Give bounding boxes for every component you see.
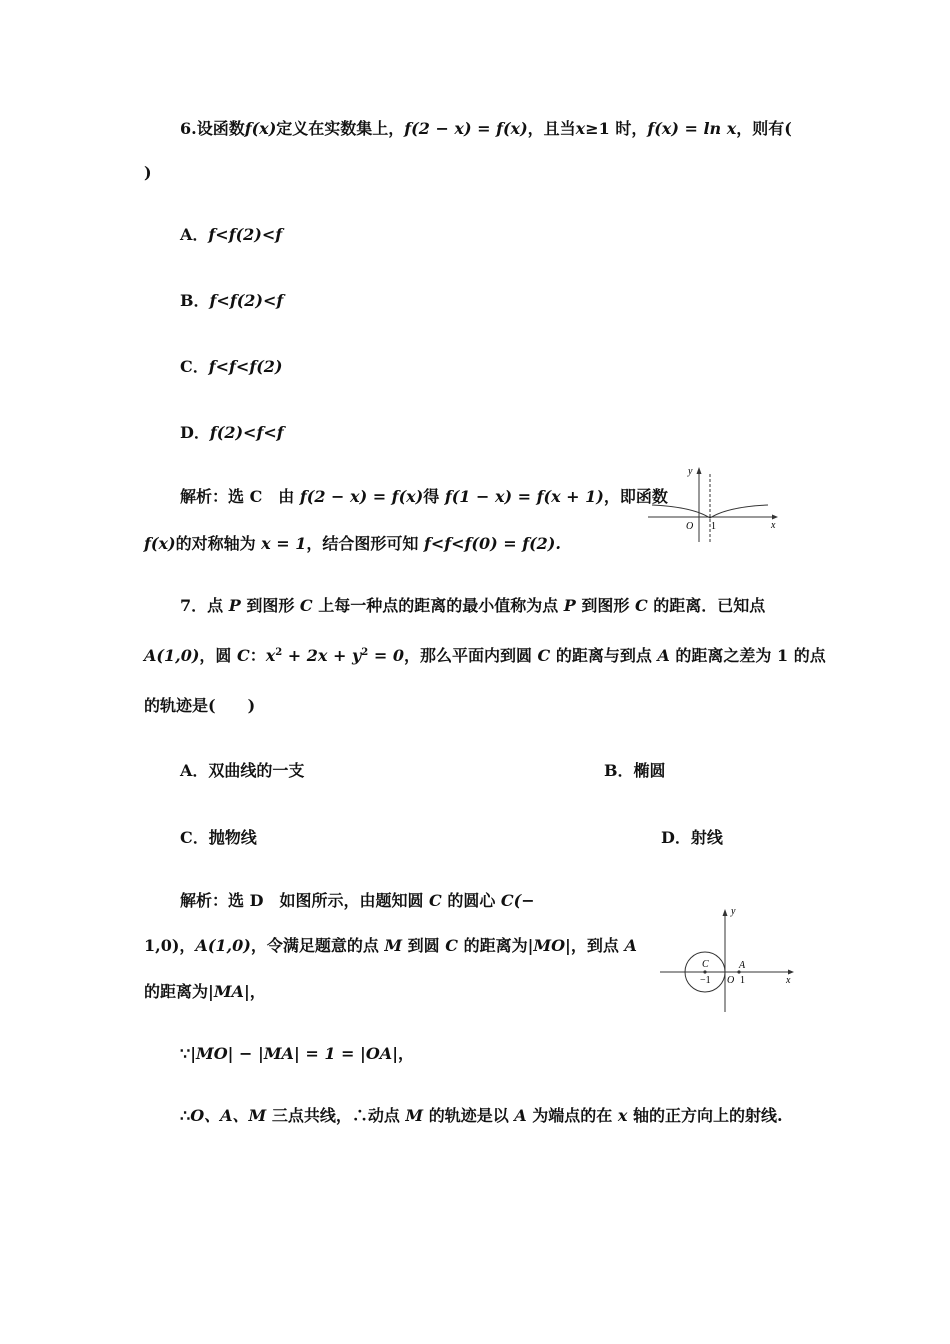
- q7-var: P: [228, 596, 241, 615]
- q6-x: x: [575, 119, 586, 138]
- x-axis-arrow-icon: [772, 515, 778, 520]
- q7-sol-text: 1,0)，: [144, 936, 196, 955]
- q6-option-d[interactable]: [180, 423, 284, 443]
- center-label-c: C: [702, 959, 709, 970]
- q7-stem-text: ：: [249, 646, 266, 665]
- x-label: x: [786, 975, 791, 986]
- option-label: D．: [180, 423, 210, 442]
- q7-option-a[interactable]: [180, 761, 304, 781]
- tick-label-1: 1: [711, 521, 716, 532]
- q7-sol-text: 到圆: [402, 936, 446, 955]
- q6-option-b[interactable]: [180, 291, 283, 311]
- q7-sol-text: 的距离为: [458, 936, 528, 955]
- q6-eq-ln: f(x) = ln x: [647, 119, 737, 138]
- option-label: A．: [180, 761, 209, 780]
- q6-sol-eq: f(2 − x) = f(x): [299, 487, 424, 506]
- option-label: C．: [180, 828, 209, 847]
- q7-var: C: [634, 596, 648, 615]
- q7-sol-text: 的圆心: [441, 891, 501, 910]
- q7-stem-text: 上每一种点的距离的最小值称为点: [312, 596, 564, 615]
- q6-sol-eq: f<f<f(0) = f(2).: [423, 534, 561, 553]
- x-axis-arrow-icon: [788, 970, 794, 975]
- q6-stem-text: 定义在实数集上，: [276, 119, 405, 138]
- q7-var: C: [445, 936, 458, 955]
- q7-sol-text: 的轨迹是以: [423, 1106, 515, 1125]
- q7-sol-eq: |MA|: [208, 982, 250, 1001]
- therefore-symbol: ∴: [180, 1106, 191, 1125]
- q6-stem-text: 6.设函数: [180, 119, 245, 138]
- q6-eq-sym: f(2 − x) = f(x): [404, 119, 528, 138]
- q7-sol-eq: |MO| − |MA| = 1 = |OA|: [190, 1044, 399, 1063]
- q7-eq: = 0: [368, 646, 404, 665]
- q6-sol-fx: f(x): [144, 534, 176, 553]
- q6-solution-line1: [180, 487, 668, 507]
- q7-sol-eq: O、A、M: [190, 1106, 267, 1125]
- q7-sol-text: 解析：选 D 如图所示，由题知圆: [180, 891, 430, 910]
- q7-eq: + 2x + y: [282, 646, 362, 665]
- q6-sol-text: 解析：选 C 由: [180, 487, 300, 506]
- because-symbol: ∵: [180, 1044, 191, 1063]
- q7-sol-text: 的距离为: [144, 982, 209, 1001]
- q7-stem-text: 的距离之差为 1 的点: [669, 646, 826, 665]
- q6-sol-eq: f(1 − x) = f(x + 1): [444, 487, 604, 506]
- q6-sol-text: 得: [423, 487, 445, 506]
- q7-var: C: [537, 646, 551, 665]
- point-label-a: A: [739, 960, 746, 971]
- origin-label: O: [686, 521, 694, 532]
- q6-solution-line2: [144, 534, 561, 554]
- tick-label-minus1: −1: [700, 975, 711, 986]
- q7-stem-text: 的距离与到点: [550, 646, 658, 665]
- option-text: f(2)<f<f: [209, 423, 284, 442]
- q7-option-b[interactable]: [604, 761, 666, 781]
- option-label: C．: [180, 357, 209, 376]
- q6-sol-text: ，结合图形可知: [306, 534, 424, 553]
- option-text: f<f<f(2): [208, 357, 283, 376]
- q7-solution-line3: [144, 982, 266, 1002]
- option-label: D．: [661, 828, 691, 847]
- q6-stem-text: ，则有(: [736, 119, 792, 138]
- q7-var: M: [405, 1106, 424, 1125]
- y-axis-arrow-icon: [697, 467, 702, 474]
- q7-var: P: [563, 596, 576, 615]
- option-text: 抛物线: [208, 828, 257, 847]
- q6-graph-figure: [644, 462, 784, 546]
- q6-sol-text: 的对称轴为: [175, 534, 262, 553]
- q7-var: C: [299, 596, 313, 615]
- q7-var: C: [236, 646, 250, 665]
- q7-stem-line3: 的轨迹是( ): [144, 696, 256, 715]
- q7-solution-line2: [144, 936, 637, 956]
- q7-sol-eq: A(1,0): [195, 936, 251, 955]
- q7-therefore-line: [180, 1106, 783, 1126]
- option-text: f<f(2)<f: [208, 225, 283, 244]
- y-label: y: [688, 466, 693, 477]
- q6-stem-line1: [180, 119, 792, 139]
- q6-stem-text: ，且当: [527, 119, 576, 138]
- y-label: y: [731, 906, 736, 917]
- y-axis-arrow-icon: [723, 909, 728, 916]
- option-text: 双曲线的一支: [208, 761, 305, 780]
- center-point-c: [703, 970, 706, 973]
- q7-stem-text: 的距离．已知点: [647, 596, 766, 615]
- q7-solution-line1: [180, 891, 535, 911]
- q7-sol-text: ，令满足题意的点: [250, 936, 385, 955]
- q7-var: A: [624, 936, 637, 955]
- q7-stem-text: ，那么平面内到圆: [403, 646, 538, 665]
- q6-fx: f(x): [244, 119, 277, 138]
- option-text: 椭圆: [633, 761, 666, 780]
- q6-option-c[interactable]: [180, 357, 282, 377]
- q7-point-a: A(1,0): [144, 646, 200, 665]
- q7-stem-text: ，圆: [199, 646, 237, 665]
- q7-sol-text: 轴的正方向上的射线.: [627, 1106, 783, 1125]
- q7-stem-text: 到图形: [240, 596, 300, 615]
- q7-superscript: 2: [275, 647, 283, 658]
- option-text: f<f(2)<f: [209, 291, 284, 310]
- q7-sol-text: ，: [249, 982, 266, 1001]
- q7-sol-text: 为端点的在: [526, 1106, 618, 1125]
- option-label: B．: [180, 291, 210, 310]
- q7-var: A: [514, 1106, 527, 1125]
- q6-stem-text: ≥1 时，: [585, 119, 648, 138]
- q7-sol-eq: C(−: [500, 891, 535, 910]
- q7-sol-text: ，到点: [570, 936, 625, 955]
- q7-var: x: [617, 1106, 628, 1125]
- q7-var: A: [657, 646, 670, 665]
- q7-stem-text: 7．点: [180, 596, 229, 615]
- option-label: A．: [180, 225, 209, 244]
- q7-superscript: 2: [361, 647, 369, 658]
- q6-sol-eq: x = 1: [261, 534, 307, 553]
- origin-label: O: [727, 975, 735, 986]
- q7-because-line: [180, 1044, 414, 1064]
- q6-sol-text: ，即函数: [603, 487, 668, 506]
- q7-option-d[interactable]: [661, 828, 723, 848]
- q7-sol-text: ，: [398, 1044, 415, 1063]
- q7-var: M: [384, 936, 403, 955]
- q7-circle-figure: [658, 902, 798, 1014]
- q6-stem-line2: ): [144, 163, 152, 182]
- q7-sol-text: 三点共线，∴动点: [266, 1106, 406, 1125]
- q7-var: C: [429, 891, 442, 910]
- q7-stem-line1: [180, 596, 765, 616]
- tick-label-1: 1: [740, 975, 745, 986]
- q7-stem-line2: [144, 646, 826, 666]
- option-text: 射线: [690, 828, 723, 847]
- q7-sol-eq: |MO|: [527, 936, 571, 955]
- q6-option-a[interactable]: [180, 225, 282, 245]
- q7-eq: x: [265, 646, 276, 665]
- x-label: x: [771, 520, 776, 531]
- option-label: B．: [604, 761, 634, 780]
- q7-option-c[interactable]: [180, 828, 257, 848]
- q7-stem-text: 到图形: [575, 596, 635, 615]
